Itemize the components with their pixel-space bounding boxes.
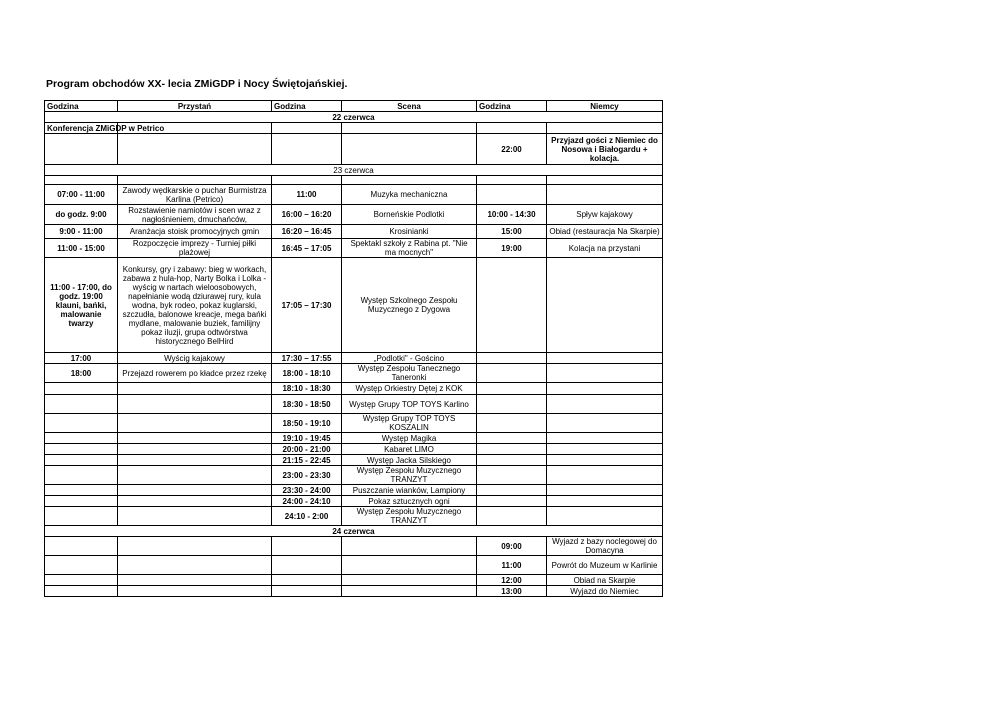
schedule-row — [45, 364, 663, 383]
column-header: Godzina — [45, 101, 118, 112]
scena-time: 16:00 – 16:20 — [272, 205, 342, 225]
schedule-row — [45, 185, 663, 205]
scena-event: Występ Zespołu Muzycznego TRANZYT — [342, 466, 477, 485]
arrival-row — [45, 134, 663, 165]
przystan-time: 11:00 - 15:00 — [45, 239, 118, 258]
niemcy-event — [547, 353, 663, 364]
niemcy-time — [477, 455, 547, 466]
przystan-event — [118, 466, 272, 485]
table-cell — [272, 123, 342, 134]
scena-time: 24:00 - 24:10 — [272, 496, 342, 507]
scena-event: Krosinianki — [342, 225, 477, 239]
table-cell — [547, 176, 663, 185]
scena-time: 18:10 - 18:30 — [272, 383, 342, 395]
scena-event: Spektakl szkoły z Rabina pt. "Nie ma mocnych" — [342, 239, 477, 258]
schedule-row — [45, 258, 663, 353]
przystan-event: Aranżacja stoisk promocyjnych gmin — [118, 225, 272, 239]
schedule-row — [45, 433, 663, 444]
spacer-row — [45, 176, 663, 185]
niemcy-event — [547, 433, 663, 444]
przystan-event — [118, 507, 272, 526]
scena-time: 11:00 — [272, 185, 342, 205]
niemcy-event — [547, 485, 663, 496]
table-cell — [45, 537, 118, 556]
column-header: Przystań — [118, 101, 272, 112]
scena-time: 24:10 - 2:00 — [272, 507, 342, 526]
column-header: Niemcy — [547, 101, 663, 112]
schedule-row — [45, 586, 663, 597]
przystan-event — [118, 433, 272, 444]
schedule-body — [45, 101, 663, 597]
column-header: Scena — [342, 101, 477, 112]
scena-time: 18:00 - 18:10 — [272, 364, 342, 383]
scena-event: Muzyka mechaniczna — [342, 185, 477, 205]
arrival-time: 22:00 — [477, 134, 547, 165]
niemcy-event: Powrót do Muzeum w Karlinie — [547, 556, 663, 575]
przystan-time — [45, 414, 118, 433]
niemcy-event — [547, 258, 663, 353]
scena-event: Występ Szkolnego Zespołu Muzycznego z Dygowa — [342, 258, 477, 353]
przystan-time — [45, 433, 118, 444]
scena-event: Występ Jacka Silskiego — [342, 455, 477, 466]
niemcy-time: 10:00 - 14:30 — [477, 205, 547, 225]
niemcy-event — [547, 383, 663, 395]
przystan-event — [118, 383, 272, 395]
schedule-row — [45, 395, 663, 414]
niemcy-event — [547, 455, 663, 466]
scena-event: Puszczanie wianków, Lampiony — [342, 485, 477, 496]
scena-event: Występ Grupy TOP TOYS Karlino — [342, 395, 477, 414]
niemcy-event — [547, 414, 663, 433]
schedule-row — [45, 455, 663, 466]
niemcy-time — [477, 395, 547, 414]
przystan-event — [118, 485, 272, 496]
table-cell — [477, 176, 547, 185]
przystan-time — [45, 395, 118, 414]
przystan-event — [118, 414, 272, 433]
table-cell — [272, 586, 342, 597]
przystan-event — [118, 455, 272, 466]
niemcy-time: 11:00 — [477, 556, 547, 575]
niemcy-time — [477, 185, 547, 205]
scena-time: 21:15 - 22:45 — [272, 455, 342, 466]
column-header: Godzina — [272, 101, 342, 112]
conference-row — [45, 123, 663, 134]
przystan-time: 9:00 - 11:00 — [45, 225, 118, 239]
table-cell — [477, 123, 547, 134]
table-cell — [45, 556, 118, 575]
schedule-row — [45, 496, 663, 507]
table-cell — [272, 556, 342, 575]
scena-event: Pokaz sztucznych ogni — [342, 496, 477, 507]
table-cell — [118, 575, 272, 586]
scena-time: 19:10 - 19:45 — [272, 433, 342, 444]
table-cell — [45, 586, 118, 597]
niemcy-time — [477, 466, 547, 485]
niemcy-time: 09:00 — [477, 537, 547, 556]
scena-time: 18:30 - 18:50 — [272, 395, 342, 414]
niemcy-time: 13:00 — [477, 586, 547, 597]
schedule-row — [45, 575, 663, 586]
day-header: 23 czerwca — [45, 165, 663, 176]
schedule-row — [45, 239, 663, 258]
scena-event: Występ Zespołu Tanecznego Taneronki — [342, 364, 477, 383]
table-cell — [45, 176, 118, 185]
schedule-row — [45, 414, 663, 433]
header-row — [45, 101, 663, 112]
day-header-row — [45, 526, 663, 537]
scena-event: Borneńskie Podlotki — [342, 205, 477, 225]
scena-event: Występ Zespołu Muzycznego TRANZYT — [342, 507, 477, 526]
niemcy-event: Kolacja na przystani — [547, 239, 663, 258]
table-cell — [342, 586, 477, 597]
table-cell — [118, 176, 272, 185]
niemcy-time — [477, 485, 547, 496]
przystan-time — [45, 507, 118, 526]
niemcy-time — [477, 496, 547, 507]
table-cell — [45, 134, 118, 165]
przystan-time — [45, 455, 118, 466]
przystan-event — [118, 496, 272, 507]
table-cell — [118, 537, 272, 556]
niemcy-time — [477, 364, 547, 383]
niemcy-event — [547, 444, 663, 455]
przystan-time: 18:00 — [45, 364, 118, 383]
niemcy-event — [547, 185, 663, 205]
table-cell — [118, 586, 272, 597]
przystan-time: do godz. 9:00 — [45, 205, 118, 225]
przystan-event — [118, 395, 272, 414]
przystan-event: Wyścig kajakowy — [118, 353, 272, 364]
przystan-event: Rozpoczęcie imprezy - Turniej piłki plażowej — [118, 239, 272, 258]
niemcy-event — [547, 466, 663, 485]
scena-event: „Podlotki" - Gościno — [342, 353, 477, 364]
table-cell — [342, 176, 477, 185]
niemcy-event — [547, 507, 663, 526]
scena-event: Kabaret LIMO — [342, 444, 477, 455]
przystan-time — [45, 444, 118, 455]
scena-time: 16:45 – 17:05 — [272, 239, 342, 258]
table-cell — [342, 575, 477, 586]
table-cell — [342, 556, 477, 575]
schedule-row — [45, 225, 663, 239]
scena-time: 23:00 - 23:30 — [272, 466, 342, 485]
table-cell — [45, 575, 118, 586]
niemcy-event — [547, 364, 663, 383]
przystan-event: Rozstawienie namiotów i scen wraz z nagłośnieniem, dmuchańców, — [118, 205, 272, 225]
niemcy-time: 12:00 — [477, 575, 547, 586]
niemcy-time — [477, 258, 547, 353]
niemcy-event: Wyjazd do Niemiec — [547, 586, 663, 597]
scena-time: 17:05 – 17:30 — [272, 258, 342, 353]
schedule-row — [45, 353, 663, 364]
scena-time: 18:50 - 19:10 — [272, 414, 342, 433]
schedule-table — [44, 100, 663, 597]
table-cell — [272, 537, 342, 556]
niemcy-time — [477, 353, 547, 364]
niemcy-event: Spływ kajakowy — [547, 205, 663, 225]
document-title: Program obchodów XX- lecia ZMiGDP i Nocy Świętojańskiej. — [46, 78, 348, 90]
table-cell — [272, 575, 342, 586]
day-header: 24 czerwca — [45, 526, 663, 537]
przystan-time: 17:00 — [45, 353, 118, 364]
przystan-event — [118, 444, 272, 455]
schedule-row — [45, 537, 663, 556]
scena-time: 16:20 – 16:45 — [272, 225, 342, 239]
przystan-time — [45, 496, 118, 507]
table-cell — [118, 556, 272, 575]
table-cell — [342, 134, 477, 165]
przystan-time — [45, 383, 118, 395]
niemcy-time: 15:00 — [477, 225, 547, 239]
niemcy-event: Obiad na Skarpie — [547, 575, 663, 586]
niemcy-time: 19:00 — [477, 239, 547, 258]
przystan-time: 07:00 - 11:00 — [45, 185, 118, 205]
schedule-row — [45, 444, 663, 455]
niemcy-event: Obiad (restauracja Na Skarpie) — [547, 225, 663, 239]
przystan-event: Konkursy, gry i zabawy: bieg w workach, zabawa z hula-hop, Narty Bolka i Lolka - wyścig w nartach wieloosobowych, napełnianie wodą dziurawej rury, kula wodna, byk rodeo, pokaz kuglarski, szczudła, balonowe kreacje, mega bańki mydlane, malowanie buziek, familijny pokaz iluzji, grupa odtwórstwa historycznego BelHird — [118, 258, 272, 353]
przystan-time — [45, 466, 118, 485]
przystan-event: Przejazd rowerem po kładce przez rzekę — [118, 364, 272, 383]
schedule-row — [45, 466, 663, 485]
schedule-row — [45, 383, 663, 395]
table-cell — [272, 134, 342, 165]
conference-label: Konferencja ZMiGDP w Petrico — [45, 123, 118, 134]
day-header-row — [45, 112, 663, 123]
day-header: 22 czerwca — [45, 112, 663, 123]
niemcy-event: Wyjazd z bazy noclegowej do Domacyna — [547, 537, 663, 556]
arrival-text: Przyjazd gości z Niemiec do Nosowa i Białogardu + kolacja. — [547, 134, 663, 165]
schedule-row — [45, 556, 663, 575]
table-cell — [272, 176, 342, 185]
scena-event: Występ Magika — [342, 433, 477, 444]
scena-event: Występ Orkiestry Dętej z KOK — [342, 383, 477, 395]
schedule-row — [45, 507, 663, 526]
niemcy-time — [477, 507, 547, 526]
niemcy-time — [477, 433, 547, 444]
schedule-row — [45, 485, 663, 496]
table-cell — [118, 134, 272, 165]
przystan-event: Zawody wędkarskie o puchar Burmistrza Karlina (Petrico) — [118, 185, 272, 205]
table-cell — [342, 123, 477, 134]
niemcy-event — [547, 395, 663, 414]
przystan-time: 11:00 - 17:00, do godz. 19:00 klauni, bańki, malowanie twarzy — [45, 258, 118, 353]
niemcy-event — [547, 496, 663, 507]
scena-time: 17:30 – 17:55 — [272, 353, 342, 364]
day-header-row — [45, 165, 663, 176]
scena-time: 20:00 - 21:00 — [272, 444, 342, 455]
niemcy-time — [477, 383, 547, 395]
scena-event: Występ Grupy TOP TOYS KOSZALIN — [342, 414, 477, 433]
table-cell — [547, 123, 663, 134]
przystan-time — [45, 485, 118, 496]
schedule-row — [45, 205, 663, 225]
table-cell — [342, 537, 477, 556]
niemcy-time — [477, 414, 547, 433]
column-header: Godzina — [477, 101, 547, 112]
niemcy-time — [477, 444, 547, 455]
scena-time: 23:30 - 24:00 — [272, 485, 342, 496]
